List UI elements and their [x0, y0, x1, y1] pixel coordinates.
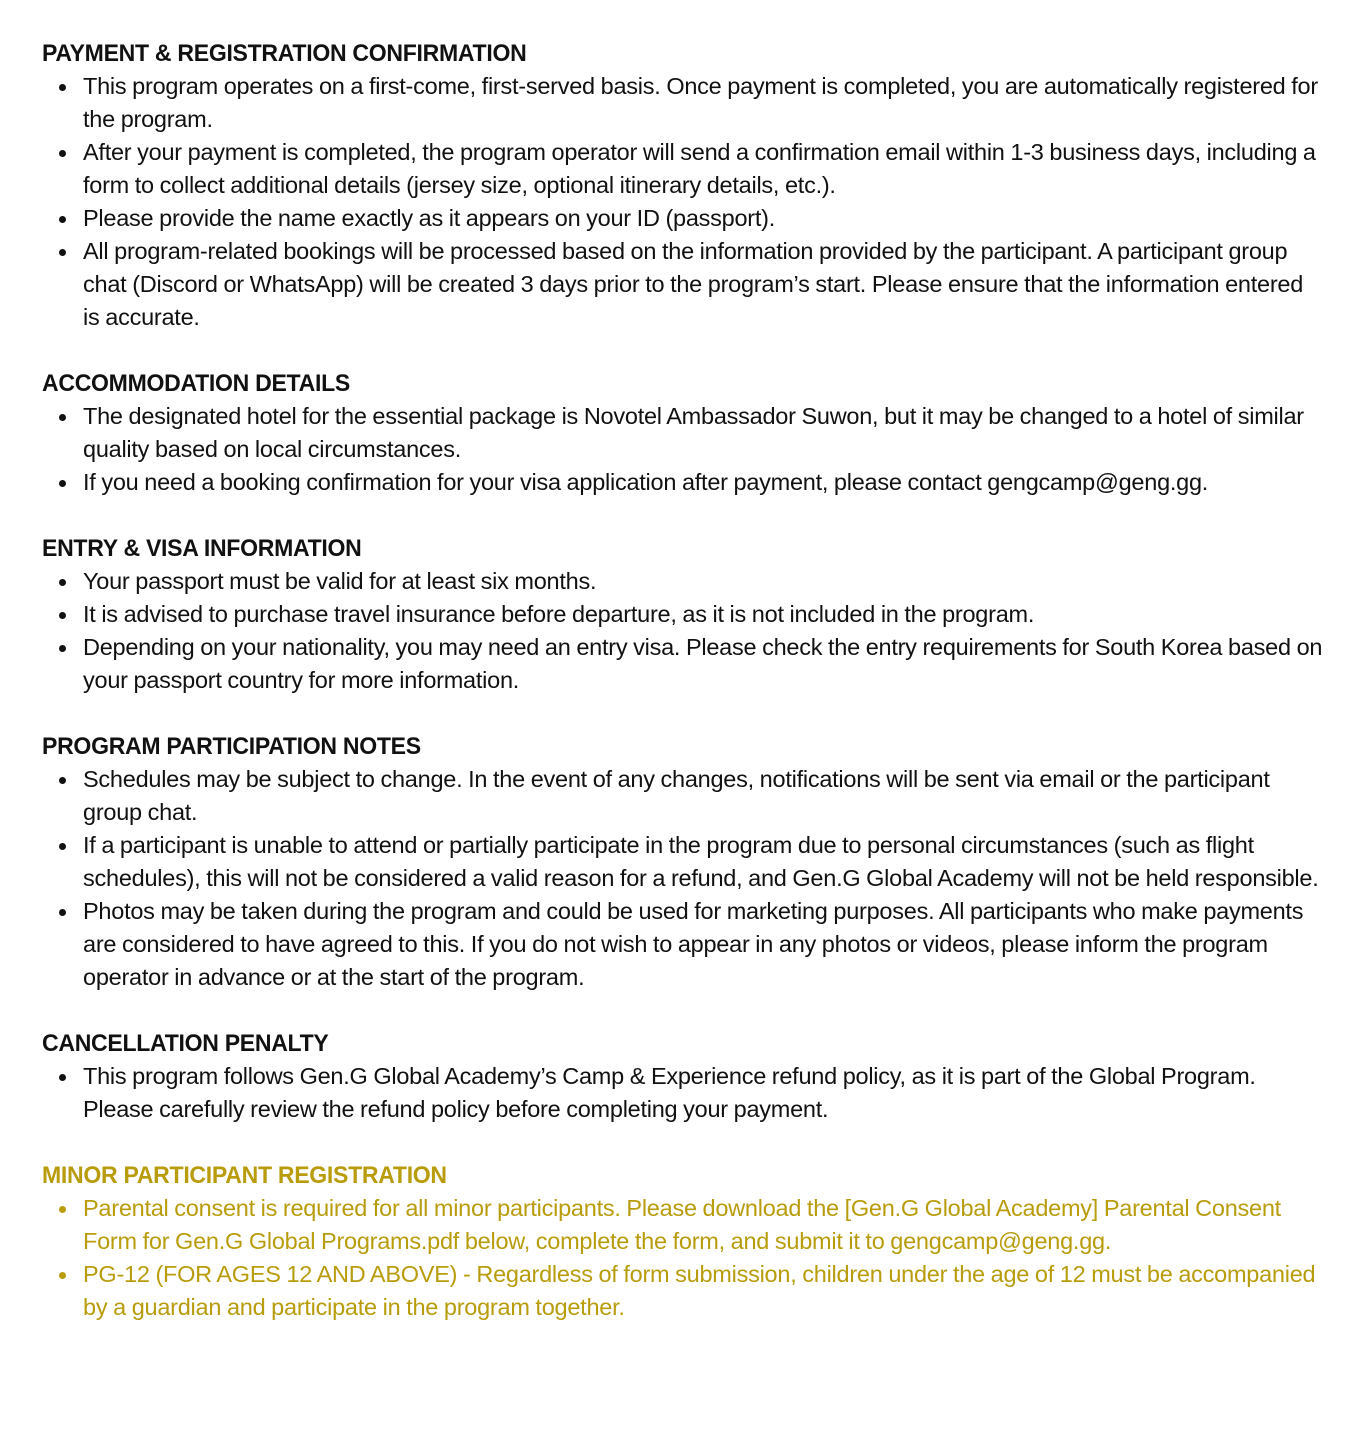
- bullet-icon: [59, 843, 66, 850]
- section-heading: ENTRY & VISA INFORMATION: [42, 535, 362, 562]
- cancellation-penalty-section: [42, 1027, 1324, 1126]
- list-item: It is advised to purchase travel insurance before departure, as it is not included in the program.: [42, 598, 1324, 631]
- list-item: This program operates on a first-come, first-served basis. Once payment is completed, you are automatically registered for the program.: [42, 70, 1324, 136]
- participation-notes-section: [42, 730, 1324, 994]
- bullet-icon: [59, 579, 66, 586]
- bullet-list: [42, 400, 1324, 499]
- list-item: PG-12 (FOR AGES 12 AND ABOVE) - Regardless of form submission, children under the age of 12 must be accompanied by a guardian and participate in the program together.: [42, 1258, 1324, 1324]
- list-item: Please provide the name exactly as it appears on your ID (passport).: [42, 202, 1324, 235]
- list-item: The designated hotel for the essential package is Novotel Ambassador Suwon, but it may be changed to a hotel of similar quality based on local circumstances.: [42, 400, 1324, 466]
- bullet-icon: [59, 777, 66, 784]
- list-item: Depending on your nationality, you may need an entry visa. Please check the entry requirements for South Korea based on your passport country for more information.: [42, 631, 1324, 697]
- bullet-list: [42, 70, 1324, 334]
- bullet-icon: [59, 1272, 66, 1279]
- list-item: Parental consent is required for all minor participants. Please download the [Gen.G Global Academy] Parental Consent Form for Gen.G Global Programs.pdf below, complete the form, and submit it to gengcamp@geng.gg.: [42, 1192, 1324, 1258]
- bullet-icon: [59, 645, 66, 652]
- list-item: Photos may be taken during the program and could be used for marketing purposes. All participants who make payments are considered to have agreed to this. If you do not wish to appear in any photos or videos, please inform the program operator in advance or at the start of the program.: [42, 895, 1324, 994]
- section-heading: MINOR PARTICIPANT REGISTRATION: [42, 1162, 447, 1189]
- policy-document: [42, 37, 1324, 1324]
- bullet-icon: [59, 249, 66, 256]
- section-heading: CANCELLATION PENALTY: [42, 1030, 329, 1057]
- payment-registration-section: [42, 37, 1324, 334]
- list-item: Schedules may be subject to change. In the event of any changes, notifications will be sent via email or the participant group chat.: [42, 763, 1324, 829]
- accommodation-section: [42, 367, 1324, 499]
- section-heading: PROGRAM PARTICIPATION NOTES: [42, 733, 421, 760]
- entry-visa-section: [42, 532, 1324, 697]
- bullet-icon: [59, 150, 66, 157]
- bullet-icon: [59, 480, 66, 487]
- bullet-list: [42, 1192, 1324, 1324]
- list-item: This program follows Gen.G Global Academy’s Camp & Experience refund policy, as it is part of the Global Program. Please carefully review the refund policy before completing your payment.: [42, 1060, 1324, 1126]
- bullet-list: [42, 565, 1324, 697]
- bullet-list: [42, 1060, 1324, 1126]
- bullet-icon: [59, 84, 66, 91]
- bullet-icon: [59, 909, 66, 916]
- minor-registration-section: [42, 1159, 1324, 1324]
- list-item: If a participant is unable to attend or partially participate in the program due to personal circumstances (such as flight schedules), this will not be considered a valid reason for a refund, and Gen.G Global Academy will not be held responsible.: [42, 829, 1324, 895]
- bullet-icon: [59, 1074, 66, 1081]
- bullet-list: [42, 763, 1324, 994]
- list-item: All program-related bookings will be processed based on the information provided by the participant. A participant group chat (Discord or WhatsApp) will be created 3 days prior to the program’s start. Please ensure that the information entered is accurate.: [42, 235, 1324, 334]
- list-item: If you need a booking confirmation for your visa application after payment, please contact gengcamp@geng.gg.: [42, 466, 1324, 499]
- bullet-icon: [59, 612, 66, 619]
- section-heading: ACCOMMODATION DETAILS: [42, 370, 350, 397]
- bullet-icon: [59, 216, 66, 223]
- bullet-icon: [59, 414, 66, 421]
- section-heading: PAYMENT & REGISTRATION CONFIRMATION: [42, 40, 527, 67]
- bullet-icon: [59, 1206, 66, 1213]
- list-item: Your passport must be valid for at least six months.: [42, 565, 1324, 598]
- list-item: After your payment is completed, the program operator will send a confirmation email within 1-3 business days, including a form to collect additional details (jersey size, optional itinerary details, etc.).: [42, 136, 1324, 202]
